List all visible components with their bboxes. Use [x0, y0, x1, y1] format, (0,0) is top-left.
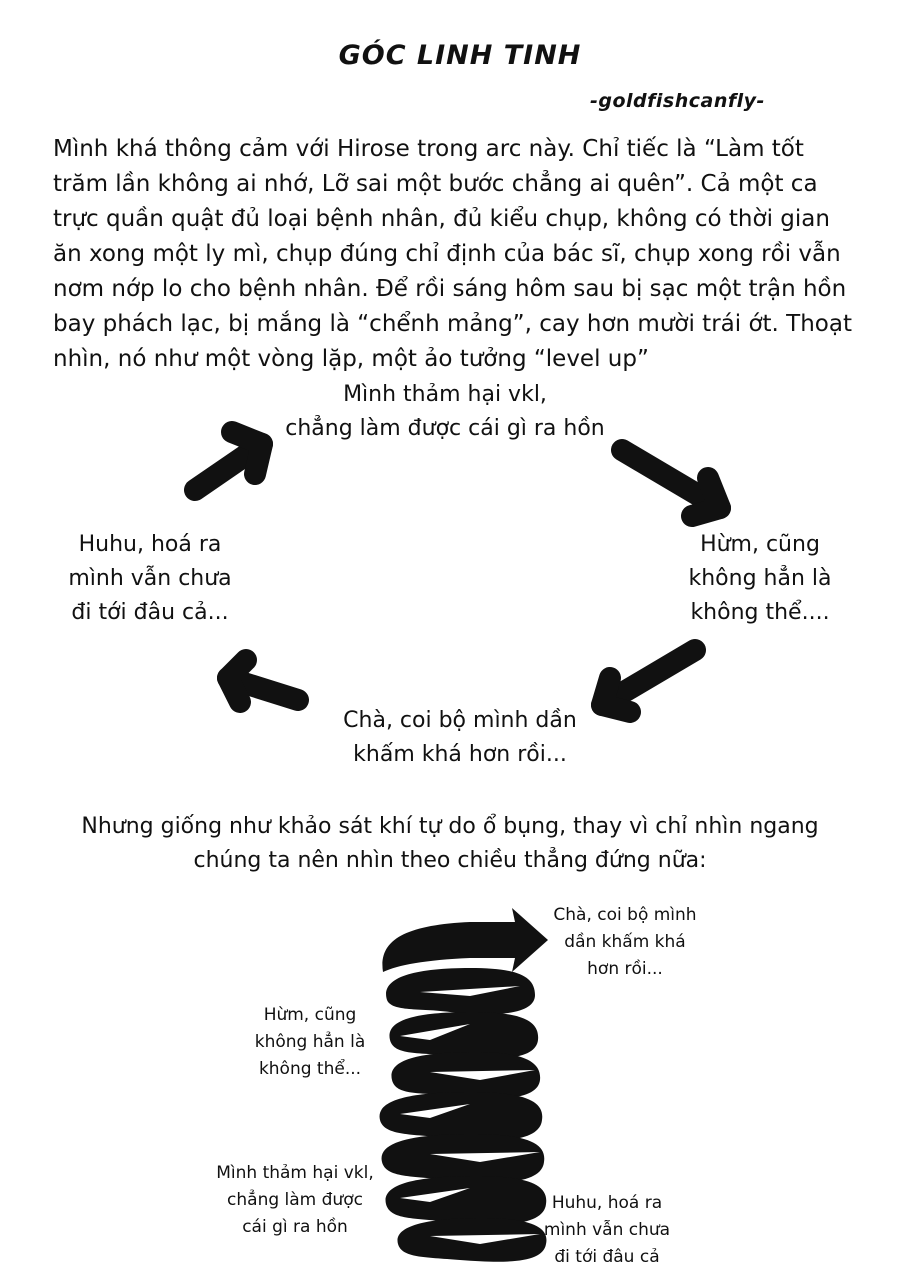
- spiral-mid-left-line-2: không hẳn là: [254, 1032, 366, 1052]
- cycle-top-line-1: Mình thảm hại vkl,: [343, 382, 547, 407]
- arrow-up-left-icon: [228, 660, 298, 702]
- spiral-low-left-label: [205, 1160, 385, 1241]
- spiral-coil-icon: [380, 908, 548, 1262]
- cycle-left-label: [55, 528, 245, 630]
- spiral-low-right-line-3: đi tới đâu cả: [554, 1247, 660, 1267]
- cycle-bottom-line-2: khấm khá hơn rồi...: [353, 742, 567, 767]
- cycle-right-line-2: không hẳn là: [688, 566, 832, 591]
- spiral-low-right-line-2: mình vẫn chưa: [543, 1220, 671, 1240]
- spiral-mid-left-label: [240, 1002, 380, 1083]
- spiral-low-left-line-3: cái gì ra hồn: [242, 1217, 348, 1237]
- cycle-top-label: [270, 378, 620, 446]
- page-title: GÓC LINH TINH: [338, 40, 582, 71]
- cycle-bottom-line-1: Chà, coi bộ mình dần: [343, 708, 577, 733]
- spiral-top-right-line-3: hơn rồi...: [587, 959, 663, 979]
- spiral-mid-left-line-1: Hừm, cũng: [263, 1005, 357, 1025]
- cycle-right-line-1: Hừm, cũng: [700, 532, 820, 557]
- transition-line-2: chúng ta nên nhìn theo chiều thẳng đứng nữa:: [193, 848, 707, 873]
- spiral-top-right-line-2: dần khấm khá: [564, 932, 686, 952]
- cycle-left-line-1: Huhu, hoá ra: [78, 532, 222, 557]
- spiral-mid-left-line-3: không thể...: [258, 1059, 362, 1079]
- spiral-low-left-line-2: chẳng làm được: [227, 1190, 363, 1210]
- spiral-top-right-label: [540, 902, 710, 983]
- spiral-low-right-label: [532, 1190, 682, 1271]
- intro-text: Mình khá thông cảm với Hirose trong arc này. Chỉ tiếc là “Làm tốt trăm lần không ai nhớ, Lỡ sai một bước chẳng ai quên”. Cả một ca trực quần quật đủ loại bệnh nhân, đủ kiểu chụp, không có thời gian ăn xong một ly mì, chụp đúng chỉ định của bác sĩ, chụp xong rồi vẫn nơm nớp lo cho bệnh nhân. Để rồi sáng hôm sau bị sạc một trận hồn bay phách lạc, bị mắng là “chểnh mảng”, cay hơn mười trái ớt. Thoạt nhìn, nó như một vòng lặp, một ảo tưởng “level up”: [53, 136, 852, 372]
- cycle-right-label: [680, 528, 840, 630]
- cycle-top-line-2: chẳng làm được cái gì ra hồn: [285, 416, 605, 441]
- transition-line-1: Nhưng giống như khảo sát khí tự do ổ bụng, thay vì chỉ nhìn ngang: [81, 814, 819, 839]
- arrow-down-left-icon: [602, 650, 695, 712]
- spiral-low-right-line-1: Huhu, hoá ra: [551, 1193, 663, 1213]
- spiral-low-left-line-1: Mình thảm hại vkl,: [216, 1163, 374, 1183]
- transition-text: [40, 810, 860, 878]
- arrow-up-right-icon: [195, 432, 262, 490]
- arrow-down-right-icon: [622, 450, 720, 516]
- cycle-right-line-3: không thể....: [690, 600, 830, 625]
- author-signature: -goldfishcanfly-: [590, 90, 765, 112]
- cycle-left-line-2: mình vẫn chưa: [68, 566, 232, 591]
- spiral-top-right-line-1: Chà, coi bộ mình: [553, 905, 697, 925]
- cycle-left-line-3: đi tới đâu cả...: [71, 600, 229, 625]
- cycle-bottom-label: [310, 704, 610, 772]
